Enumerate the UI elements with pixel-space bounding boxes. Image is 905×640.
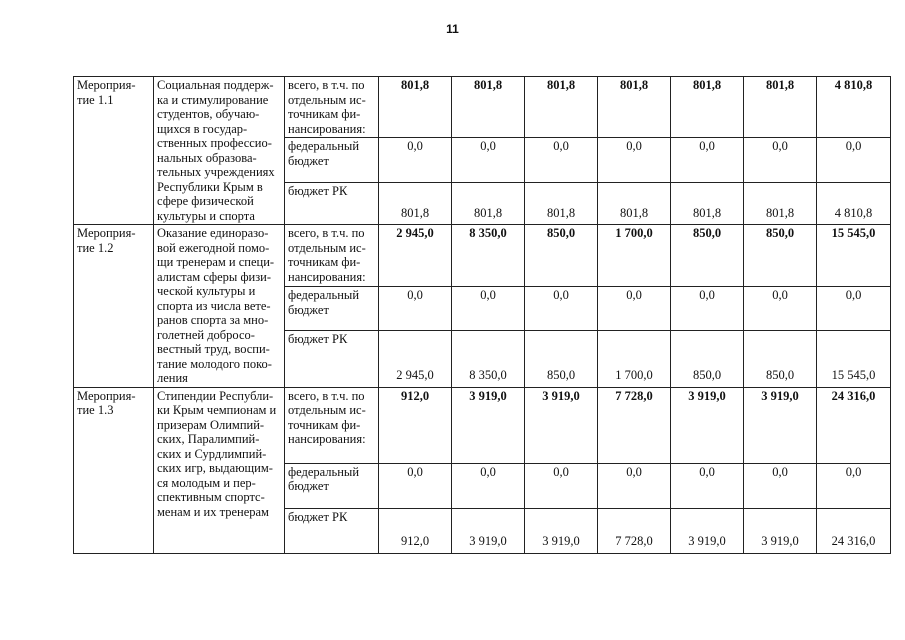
year-value-cell: 0,0 [379,138,452,182]
year-value-cell: 0,0 [671,287,744,331]
year-value-cell: 2 945,0 [379,225,452,287]
budget-table [73,76,891,554]
table-row [74,387,891,463]
total-value-cell: 0,0 [817,287,891,331]
year-value-cell: 850,0 [525,225,598,287]
year-value-cell: 801,8 [525,77,598,138]
total-value-cell: 4 810,8 [817,182,891,224]
year-value-cell: 0,0 [525,138,598,182]
year-value-cell: 1 700,0 [598,225,671,287]
year-value-cell: 0,0 [598,463,671,508]
funding-source-cell: всего, в т.ч. по отдельным ис- точникам фи- нансирования: [285,77,379,138]
year-value-cell: 7 728,0 [598,387,671,463]
year-value-cell: 3 919,0 [744,387,817,463]
year-value-cell: 7 728,0 [598,508,671,553]
year-value-cell: 850,0 [671,331,744,387]
year-value-cell: 0,0 [744,287,817,331]
year-value-cell: 0,0 [525,287,598,331]
year-value-cell: 801,8 [671,77,744,138]
funding-source-cell: бюджет РК [285,508,379,553]
year-value-cell: 0,0 [452,138,525,182]
year-value-cell: 3 919,0 [452,508,525,553]
year-value-cell: 3 919,0 [525,508,598,553]
year-value-cell: 2 945,0 [379,331,452,387]
funding-source-cell: бюджет РК [285,331,379,387]
total-value-cell: 15 545,0 [817,331,891,387]
total-value-cell: 0,0 [817,463,891,508]
year-value-cell: 850,0 [744,225,817,287]
year-value-cell: 0,0 [671,138,744,182]
year-value-cell: 0,0 [452,287,525,331]
year-value-cell: 3 919,0 [671,508,744,553]
year-value-cell: 801,8 [598,182,671,224]
year-value-cell: 0,0 [744,463,817,508]
total-value-cell: 0,0 [817,138,891,182]
year-value-cell: 8 350,0 [452,225,525,287]
total-value-cell: 24 316,0 [817,387,891,463]
year-value-cell: 850,0 [671,225,744,287]
year-value-cell: 0,0 [671,463,744,508]
year-value-cell: 912,0 [379,508,452,553]
year-value-cell: 801,8 [452,77,525,138]
funding-source-cell: всего, в т.ч. по отдельным ис- точникам фи- нансирования: [285,387,379,463]
year-value-cell: 801,8 [598,77,671,138]
total-value-cell: 24 316,0 [817,508,891,553]
funding-source-cell: федеральный бюджет [285,138,379,182]
table-row [74,225,891,287]
funding-source-cell: федеральный бюджет [285,287,379,331]
year-value-cell: 801,8 [525,182,598,224]
year-value-cell: 801,8 [452,182,525,224]
year-value-cell: 912,0 [379,387,452,463]
year-value-cell: 0,0 [379,287,452,331]
year-value-cell: 1 700,0 [598,331,671,387]
year-value-cell: 801,8 [744,182,817,224]
year-value-cell: 0,0 [525,463,598,508]
year-value-cell: 0,0 [379,463,452,508]
funding-source-cell: федеральный бюджет [285,463,379,508]
description-cell: Оказание единоразо- вой ежегодной помо- щи тренерам и специ- алистам сферы физи- ческой культуры и спорта из числа вете- ранов спорта за мно- голетней добросо- вестный труд, воспи- тание молодого поко- ления [154,225,285,388]
year-value-cell: 0,0 [452,463,525,508]
year-value-cell: 3 919,0 [671,387,744,463]
year-value-cell: 0,0 [598,138,671,182]
year-value-cell: 801,8 [671,182,744,224]
description-cell: Стипендии Республи- ки Крым чемпионам и призерам Олимпий- ских, Паралимпий- ских и Сурдлимпий- ских игр, выдающим- ся молодым и пер- спективным спортс- менам и их тренерам [154,387,285,553]
year-value-cell: 0,0 [598,287,671,331]
event-cell: Мероприя- тие 1.2 [74,225,154,388]
funding-source-cell: всего, в т.ч. по отдельным ис- точникам фи- нансирования: [285,225,379,287]
funding-source-cell: бюджет РК [285,182,379,224]
total-value-cell: 15 545,0 [817,225,891,287]
year-value-cell: 850,0 [525,331,598,387]
year-value-cell: 801,8 [379,77,452,138]
year-value-cell: 8 350,0 [452,331,525,387]
table-row [74,77,891,138]
event-cell: Мероприя- тие 1.3 [74,387,154,553]
event-cell: Мероприя- тие 1.1 [74,77,154,225]
year-value-cell: 3 919,0 [744,508,817,553]
year-value-cell: 3 919,0 [525,387,598,463]
year-value-cell: 0,0 [744,138,817,182]
year-value-cell: 850,0 [744,331,817,387]
page-number: 11 [446,22,459,36]
year-value-cell: 801,8 [379,182,452,224]
year-value-cell: 801,8 [744,77,817,138]
total-value-cell: 4 810,8 [817,77,891,138]
description-cell: Социальная поддерж- ка и стимулирование студентов, обучаю- щихся в государ- ственных профессио- нальных образова- тельных учреждениях Республики Крым в сфере физической культуры и спорта [154,77,285,225]
year-value-cell: 3 919,0 [452,387,525,463]
